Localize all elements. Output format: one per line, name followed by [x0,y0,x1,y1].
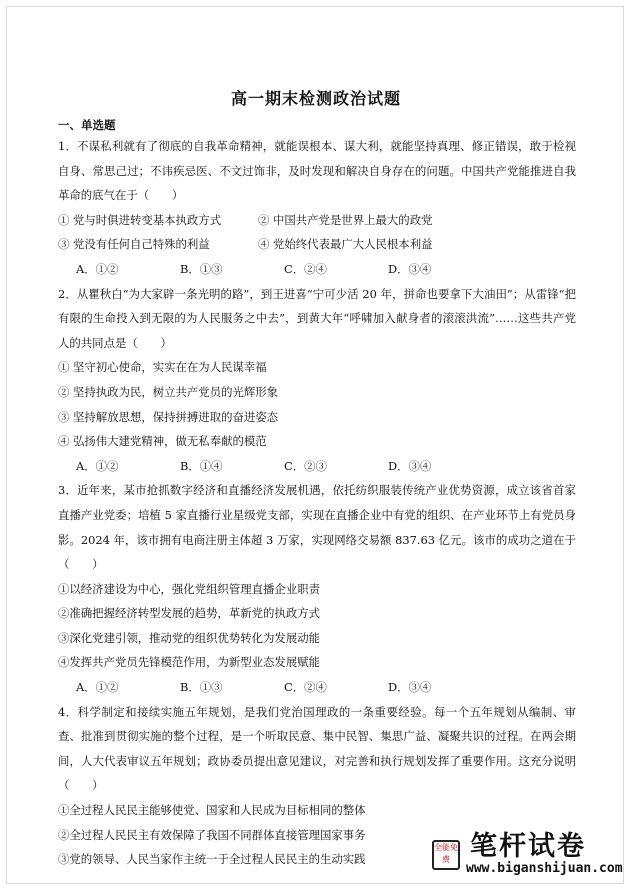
question-stem: 3．近年来，某市抢抓数字经济和直播经济发展机遇，依托纺织服装传统产业优势资源，成立该省首家直播产业党委；培植 5 家直播行业星级党支部，实现在直播企业中有党的组织、在产业环节上有党员身影。2024 年，该市拥有电商注册主体超 3 万家，实现网络交易额 837.63 亿元。该市的成功之道在于（ ） [58,483,576,572]
question-stem: 1．不谋私利就有了彻底的自我革命精神，就能误根本、谋大利，就能坚持真理、修正错误，敢于检视自身、常思己过；不讳疾忌医、不文过饰非，及时发现和解决自身存在的问题。中国共产党能推进自我革命的底气在于（ ） [58,139,576,203]
option-3: ③ 党没有任何自己特殊的利益 [58,237,210,252]
answer-choices [58,675,576,700]
option-2: ② 坚持执政为民，树立共产党员的光辉形象 [58,384,279,399]
question-1 [58,134,576,282]
option-2: ②全过程人民民主有效保障了我国不同群体直接管理国家事务 [58,827,366,842]
option-3: ③党的领导、人民当家作主统一于全过程人民民主的生动实践 [58,852,366,867]
option-4: ④ 弘扬伟大建党精神，做无私奉献的模范 [58,434,267,449]
option-row [58,208,576,233]
choice-b: B．①③ [180,680,223,695]
choice-c: C．②④ [284,680,327,695]
choice-d: D．③④ [388,680,432,695]
option-2: ② 中国共产党是世界上最大的政党 [258,212,433,227]
watermark-name: 笔杆试卷 [470,831,586,862]
choice-d: D．③④ [388,261,432,276]
option-1: ① 坚守初心使命，实实在在为人民谋幸福 [58,360,267,375]
question-list [58,124,576,872]
option-row [58,232,576,257]
option-4: ④ 党始终代表最广大人民根本利益 [258,237,433,252]
option-2: ②准确把握经济转型发展的趋势，革新党的执政方式 [58,606,320,621]
choice-b: B．①③ [180,261,223,276]
watermark-logo-icon: 全能免费 [432,840,460,870]
answer-choices [58,257,576,282]
choice-c: C．②③ [284,458,327,473]
option-4: ④发挥共产党员先锋模范作用，为新型业态发展赋能 [58,655,320,670]
question-2 [58,282,576,479]
choice-a: A．①② [76,458,119,473]
question-stem: 4．科学制定和接续实施五年规划，是我们党治国理政的一条重要经验。每一个五年规划从编制、审查、批准到贯彻实施的整个过程，是一个听取民意、集中民智、集思广益、凝聚共识的过程。在两会期间，人大代表审议五年规划；政协委员提出意见建议，对完善和执行规划发挥了重要作用。这充分说明（ ） [58,704,576,793]
question-3 [58,478,576,699]
choice-a: A．①② [76,680,119,695]
watermark [432,824,623,882]
option-1: ①全过程人民民主能够使党、国家和人民成为目标相同的整体 [58,803,366,818]
page-title: 高一期末检测政治试题 [230,89,401,108]
option-1: ① 党与时俱进转变基本执政方式 [58,212,222,227]
option-3: ③深化党建引领，推动党的组织优势转化为发展动能 [58,630,320,645]
answer-choices [58,454,576,479]
option-3: ③ 坚持解放思想，保持拼搏进取的奋进姿态 [58,409,279,424]
option-1: ①以经济建设为中心，强化党组织管理直播企业职责 [58,581,320,596]
choice-a: A．①② [76,261,119,276]
choice-d: D．③④ [388,458,432,473]
question-stem: 2．从瞿秋白“为大家辟一条光明的路”，到王进喜“宁可少活 20 年，拼命也要拿下大油田”；从雷锋“把有限的生命投入到无限的为人民服务之中去”，到黄大年“呼啸加入献身者的滚滚洪流”……这些共产党人的共同点是（ ） [58,286,576,350]
choice-c: C．②④ [284,261,327,276]
choice-b: B．①④ [180,458,223,473]
watermark-url: www.biganshijuan.com [466,861,623,876]
section-heading: 一、单选题 [58,118,116,132]
